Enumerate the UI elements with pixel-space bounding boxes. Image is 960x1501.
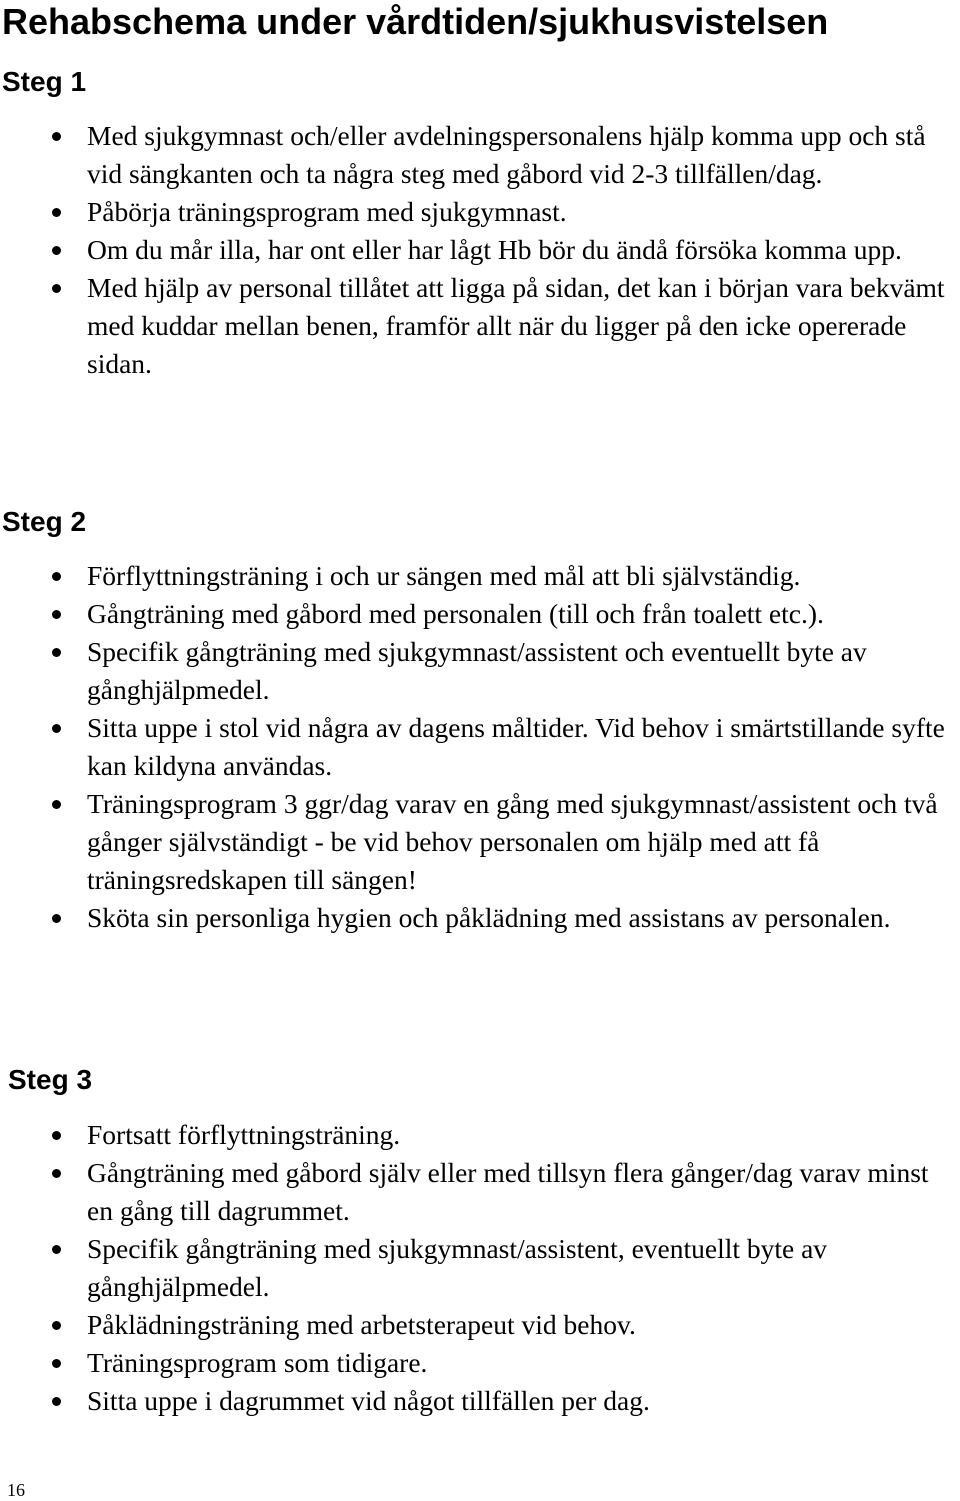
list-item xyxy=(0,1230,960,1306)
list-item-text: Sitta uppe i stol vid några av dagens måltider. Vid behov i smärtstillande syfte kan kildyna användas. xyxy=(87,712,945,781)
bullet-icon xyxy=(52,1131,61,1140)
list-item xyxy=(0,1382,960,1420)
list-item-text: Sköta sin personliga hygien och påklädning med assistans av personalen. xyxy=(87,902,891,933)
list-item xyxy=(0,1344,960,1382)
step-3-list xyxy=(0,1116,960,1420)
bullet-icon xyxy=(52,1321,61,1330)
step-1-list xyxy=(0,117,960,383)
bullet-icon xyxy=(52,1397,61,1406)
bullet-icon xyxy=(52,800,61,809)
list-item xyxy=(0,117,960,193)
bullet-icon xyxy=(52,610,61,619)
step-3-heading: Steg 3 xyxy=(8,1064,93,1095)
bullet-icon xyxy=(52,1169,61,1178)
list-item-text: Specifik gångträning med sjukgymnast/assistent, eventuellt byte av gånghjälpmedel. xyxy=(87,1233,828,1302)
list-item-text: Förflyttningsträning i och ur sängen med mål att bli självständig. xyxy=(87,560,801,591)
bullet-icon xyxy=(52,246,61,255)
bullet-icon xyxy=(52,208,61,217)
bullet-icon xyxy=(52,1245,61,1254)
step-1-heading: Steg 1 xyxy=(2,66,87,97)
list-item xyxy=(0,1306,960,1344)
list-item xyxy=(0,899,960,937)
bullet-icon xyxy=(52,284,61,293)
list-item-text: Gångträning med gåbord själv eller med tillsyn flera gånger/dag varav minst en gång till dagrummet. xyxy=(87,1157,929,1226)
bullet-icon xyxy=(52,648,61,657)
bullet-icon xyxy=(52,724,61,733)
list-item-text: Gångträning med gåbord med personalen (till och från toalett etc.). xyxy=(87,598,824,629)
list-item xyxy=(0,785,960,899)
list-item-text: Träningsprogram som tidigare. xyxy=(87,1347,428,1378)
bullet-icon xyxy=(52,132,61,141)
list-item xyxy=(0,193,960,231)
list-item xyxy=(0,1116,960,1154)
list-item xyxy=(0,231,960,269)
list-item xyxy=(0,269,960,383)
list-item-text: Sitta uppe i dagrummet vid något tillfällen per dag. xyxy=(87,1385,650,1416)
list-item xyxy=(0,595,960,633)
bullet-icon xyxy=(52,572,61,581)
list-item-text: Om du mår illa, har ont eller har lågt Hb bör du ändå försöka komma upp. xyxy=(87,234,902,265)
bullet-icon xyxy=(52,1359,61,1368)
list-item-text: Påbörja träningsprogram med sjukgymnast. xyxy=(87,196,567,227)
list-item-text: Fortsatt förflyttningsträning. xyxy=(87,1119,401,1150)
list-item xyxy=(0,633,960,709)
list-item-text: Specifik gångträning med sjukgymnast/assistent och eventuellt byte av gånghjälpmedel. xyxy=(87,636,867,705)
list-item-text: Med hjälp av personal tillåtet att ligga på sidan, det kan i början vara bekvämt med kuddar mellan benen, framför allt när du ligger på den icke opererade sidan. xyxy=(87,272,945,379)
list-item xyxy=(0,557,960,595)
list-item xyxy=(0,1154,960,1230)
list-item-text: Träningsprogram 3 ggr/dag varav en gång med sjukgymnast/assistent och två gånger självständigt - be vid behov personalen om hjälp med att få träningsredskapen till sängen! xyxy=(87,788,938,895)
step-2-heading: Steg 2 xyxy=(2,506,87,537)
page-number: 16 xyxy=(7,1480,25,1500)
list-item xyxy=(0,709,960,785)
bullet-icon xyxy=(52,914,61,923)
list-item-text: Med sjukgymnast och/eller avdelningspersonalens hjälp komma upp och stå vid sängkanten och ta några steg med gåbord vid 2-3 tillfällen/dag. xyxy=(87,120,926,189)
list-item-text: Påklädningsträning med arbetsterapeut vid behov. xyxy=(87,1309,636,1340)
step-2-list xyxy=(0,557,960,937)
page-title: Rehabschema under vårdtiden/sjukhusvistelsen xyxy=(2,1,829,42)
